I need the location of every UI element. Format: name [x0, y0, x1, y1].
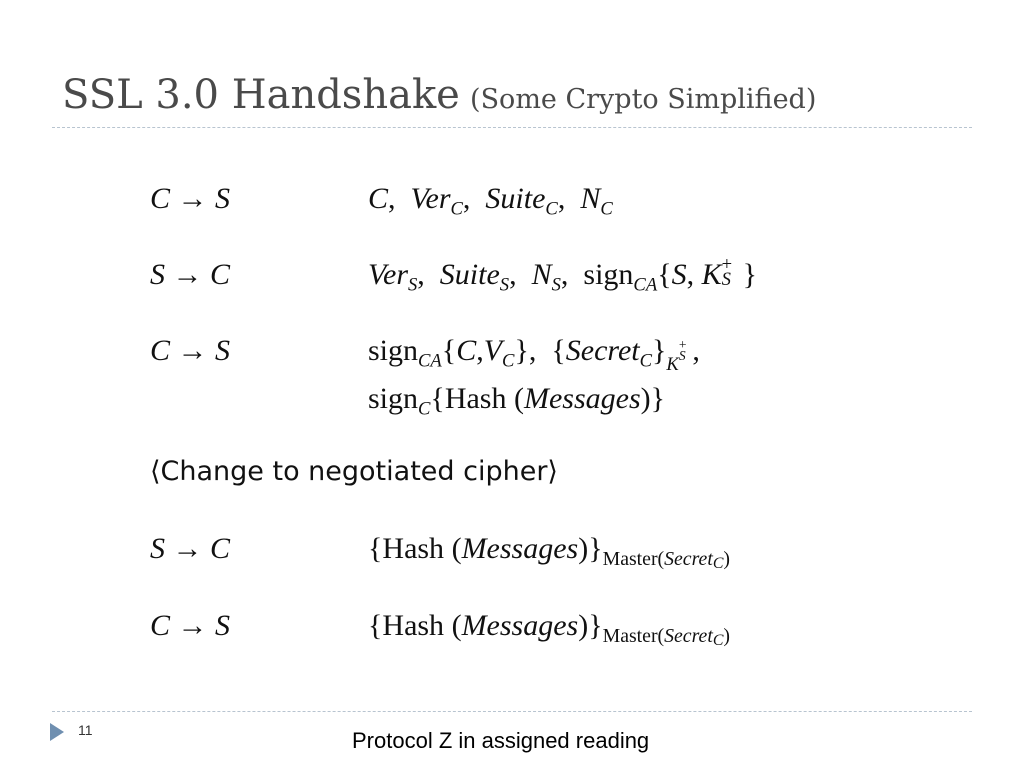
slide-title [62, 72, 816, 118]
step-5-direction: C → S [150, 609, 231, 642]
page-number: 11 [78, 722, 93, 738]
footer-note: Protocol Z in assigned reading [352, 728, 650, 753]
step-4-message: {Hash $(Messages)\}_{Master(SecretC)}$ [368, 532, 730, 573]
title-main: SSL 3.0 Handshake [62, 72, 460, 118]
title-subtitle: (Some Crypto Simplified) [470, 84, 817, 115]
step-1-message: C, Ver$_C$, Suite$_C$, $N_C$ [368, 182, 613, 220]
title-divider [52, 127, 972, 128]
footer-divider [52, 711, 972, 712]
step-2-direction: S → C [150, 258, 231, 291]
step-4-direction: S → C [150, 532, 231, 565]
step-3-direction: C → S [150, 334, 231, 367]
step-3-message: $sign_{CA}\{C,V_C\}$, $\{Secret_C\}_K$ + S , [368, 334, 700, 376]
triangle-bullet-icon [50, 723, 64, 741]
step-1-direction: C → S [150, 182, 231, 215]
step-2-message: Ver$_S$, Suite$_S$, $N_S$, sign$_{CA}${S, K + S } [368, 253, 758, 296]
step-3-message-cont: sign$_C${Hash (Messages)} [368, 382, 666, 420]
change-cipher-note: ⟨Change to negotiated cipher⟩ [150, 456, 558, 487]
step-5-message: {Hash $(Messages)\}_{Master(SecretC)}$ [368, 609, 730, 650]
